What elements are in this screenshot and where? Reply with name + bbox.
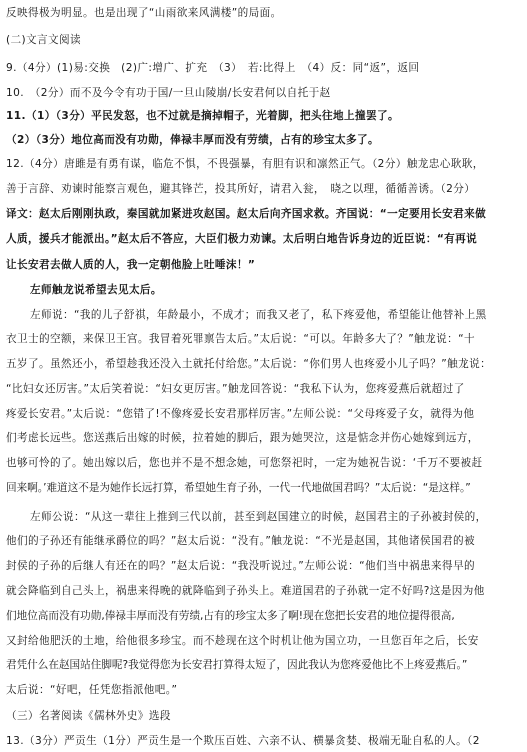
translation-line: 们地位高而没有功勋,俸禄丰厚而没有劳绩,占有的珍宝太多了啊!现在您把长安君的地位提得很高, xyxy=(6,610,455,622)
answer-12-cont: 善于言辞、劝谏时能察言观色，避其锋芒，投其所好，请君入瓮， 晓之以理，循循善诱。（2分） xyxy=(6,183,476,195)
answer-11-2: （2）（3分）地位高而没有功勋，俸禄丰厚而没有劳绩，占有的珍宝太多了。 xyxy=(6,134,380,146)
answer-10: 10. （2分）而不及今令有功于国/一旦山陵崩/长安君何以自托于赵 xyxy=(6,87,331,99)
translation-line: 疼爱长安君。”太后说：“您错了!不像疼爱长安君那样厉害。”左师公说：“父母疼爱子女，就得为他 xyxy=(6,408,475,420)
section-heading-classic-novel: （三）名著阅读《儒林外史》选段 xyxy=(6,710,171,722)
translation-line: 让长安君去做人质的人，我一定朝他脸上吐唾沫！” xyxy=(6,259,256,271)
translation-line: 左师触龙说希望去见太后。 xyxy=(30,284,162,296)
answer-12: 12.（4分）唐雎是有勇有谋，临危不惧，不畏强暴，有胆有识和凛然正气。（2分）触龙忠心耿耿， xyxy=(6,158,484,170)
translation-line: 又封给他肥沃的土地，给他很多珍宝。而不趁现在这个时机让他为国立功，一旦您百年之后，长安 xyxy=(6,635,479,647)
answer-13: 13.（3分）严贡生（1分）严贡生是一个欺压百姓、六亲不认、横暴贪婪、极端无耻自私的人。（2 xyxy=(6,735,480,747)
translation-line: 人质，援兵才能派出。”赵太后不答应，大臣们极力劝谏。太后明白地告诉身边的近臣说：“有再说 xyxy=(6,233,478,245)
translation-line: 就会降临到自己头上，祸患来得晚的就降临到子孙头上。难道国君的子孙就一定不好吗?这是因为他 xyxy=(6,585,485,597)
translation-line: 他们的子孙还有能继承爵位的吗？”赵太后说：“没有。”触龙说：“不光是赵国，其他诸侯国君的被 xyxy=(6,535,475,547)
answer-9: 9.（4分）(1)易:交换 (2)广:增广、扩充 （3） 若:比得上 （4）反：同“返”，返回 xyxy=(6,62,420,74)
translation-line: 五岁了。虽然还小，希望趁我还没入土就托付给您。”太后说：“你们男人也疼爱小儿子吗？”触龙说： xyxy=(6,358,492,370)
translation-line: 们考虑长远些。您送燕后出嫁的时候，拉着她的脚后，跟为她哭泣，这是惦念并伤心她嫁到远方， xyxy=(6,432,479,444)
translation-line: 左师说：“我的儿子舒祺，年龄最小，不成才；而我又老了，私下疼爱他，希望能让他替补上黑 xyxy=(30,309,487,321)
translation-line: 衣卫士的空额，来保卫王宫。我冒着死罪禀告太后。”太后说：“可以。年龄多大了？”触龙说：“十 xyxy=(6,333,475,345)
answer-11-1: 11.（1）（3分）平民发怒，也不过就是摘掉帽子，光着脚，把头往地上撞罢了。 xyxy=(6,110,399,122)
translation-line: 封侯的子孙的后继人有还在的吗？”赵太后说：“我没听说过。”左师公说：“他们当中祸患来得早的 xyxy=(6,560,475,572)
translation-line: 回来啊。’难道这不是为她作长远打算，希望她生育子孙，一代一代地做国君吗？”太后说：“是这样。” xyxy=(6,482,471,494)
section-heading-classical-chinese: (二)文言文阅读 xyxy=(6,34,82,46)
translation-line: “比妇女还厉害。”太后笑着说：“妇女更厉害。”触龙回答说：“我私下认为，您疼爱燕后就超过了 xyxy=(6,383,465,395)
translation-line: 君凭什么在赵国站住脚呢?我觉得您为长安君打算得太短了，因此我认为您疼爱他比不上疼爱燕后。” xyxy=(6,659,468,671)
translation-line: 译文：赵太后刚刚执政，秦国就加紧进攻赵国。赵太后向齐国求救。齐国说：“一定要用长安君来做 xyxy=(6,208,487,220)
text-line: 反映得极为明显。也是出现了“山雨欲来风满楼”的局面。 xyxy=(6,7,282,19)
translation-line: 左师公说：“从这一辈往上推到三代以前，甚至到赵国建立的时候，赵国君主的子孙被封侯的， xyxy=(30,511,487,523)
translation-line: 太后说：“好吧，任凭您指派他吧。” xyxy=(6,684,178,696)
translation-line: 也够可怜的了。她出嫁以后，您也并不是不想念她，可您祭祀时，一定为她祝告说：‘千万不要被赶 xyxy=(6,457,483,469)
